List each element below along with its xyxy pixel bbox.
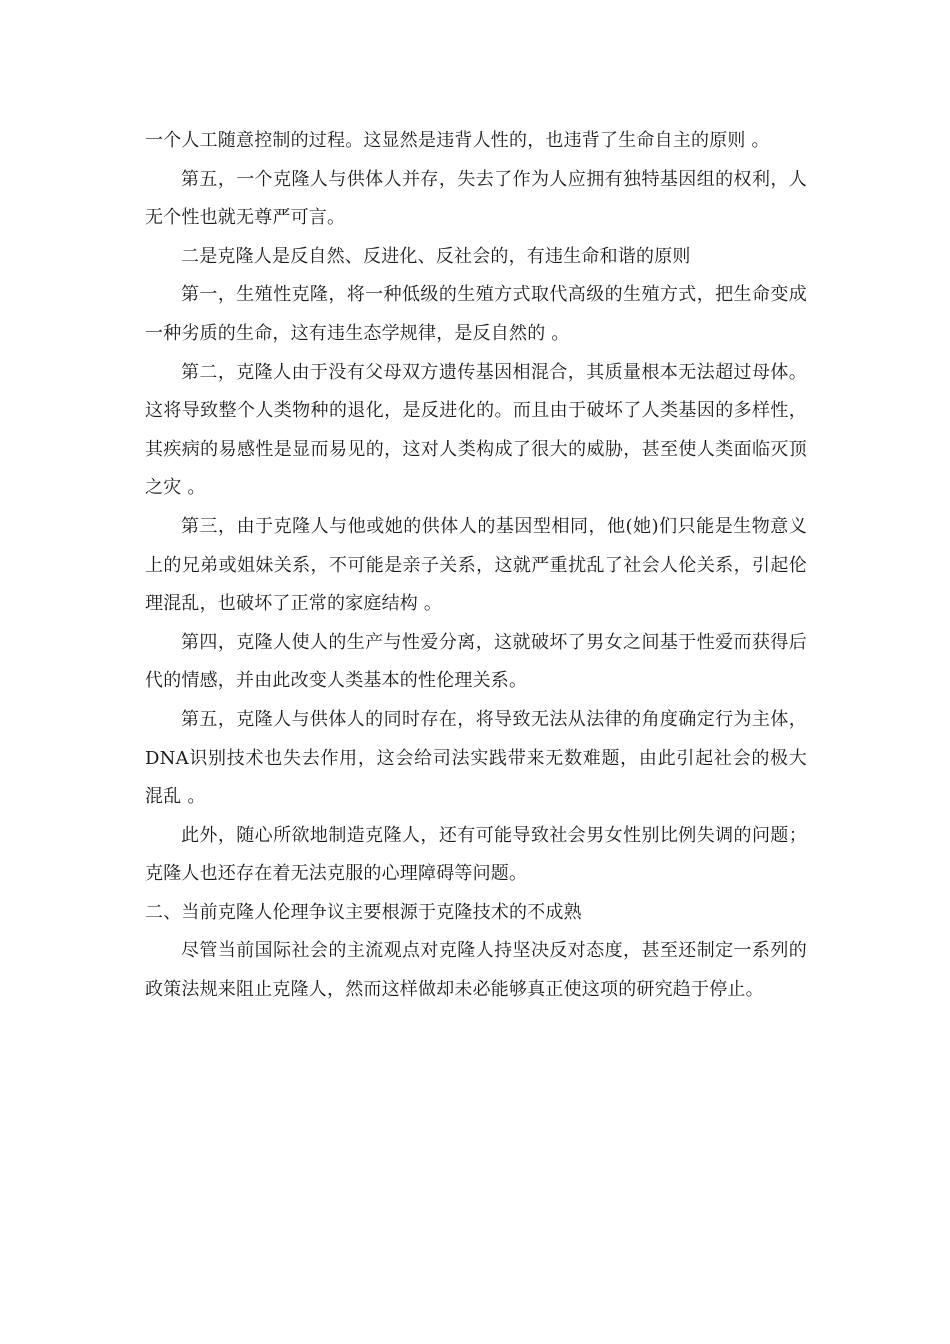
paragraph-5: 第二，克隆人由于没有父母双方遗传基因相混合，其质量根本无法超过母体。这将导致整个人类物种的退化，是反进化的。而且由于破坏了人类基因的多样性，其疾病的易感性是显而易见的，这对人类构成了很大的威胁，甚至使人类面临灭顶之灾 。 [145, 361, 807, 499]
paragraph-9: 此外，随心所欲地制造克隆人，还有可能导致社会男女性别比例失调的问题；克隆人也还存在着无法克服的心理障碍等问题。 [145, 824, 807, 885]
paragraph-2: 第五，一个克隆人与供体人并存，失去了作为人应拥有独特基因组的权利，人无个性也就无尊严可言。 [145, 168, 807, 229]
paragraph-7: 第四，克隆人使人的生产与性爱分离，这就破坏了男女之间基于性爱而获得后代的情感，并由此改变人类基本的性伦理关系。 [145, 631, 807, 692]
paragraph-1: 一个人工随意控制的过程。这显然是违背人性的，也违背了生命自主的原则 。 [145, 130, 770, 151]
paragraph-11: 尽管当前国际社会的主流观点对克隆人持坚决反对态度，甚至还制定一系列的政策法规来阻止克隆人，然而这样做却未必能够真正使这项的研究趋于停止。 [145, 940, 807, 1001]
section-heading-2: 二、当前克隆人伦理争议主要根源于克隆技术的不成熟 [145, 901, 582, 923]
paragraph-6: 第三，由于克隆人与他或她的供体人的基因型相同，他(她)们只能是生物意义上的兄弟或姐妹关系，不可能是亲子关系，这就严重扰乱了社会人伦关系，引起伦理混乱，也破坏了正常的家庭结构 。 [145, 515, 807, 615]
paragraph-8: 第五，克隆人与供体人的同时存在，将导致无法从法律的角度确定行为主体，DNA识别技术也失去作用，这会给司法实践带来无数难题，由此引起社会的极大混乱 。 [145, 708, 807, 808]
document-body [145, 122, 807, 1010]
paragraph-3-section-heading: 二是克隆人是反自然、反进化、反社会的，有违生命和谐的原则 [181, 245, 691, 267]
paragraph-4: 第一，生殖性克隆，将一种低级的生殖方式取代高级的生殖方式，把生命变成一种劣质的生命，这有违生态学规律，是反自然的 。 [145, 284, 807, 344]
